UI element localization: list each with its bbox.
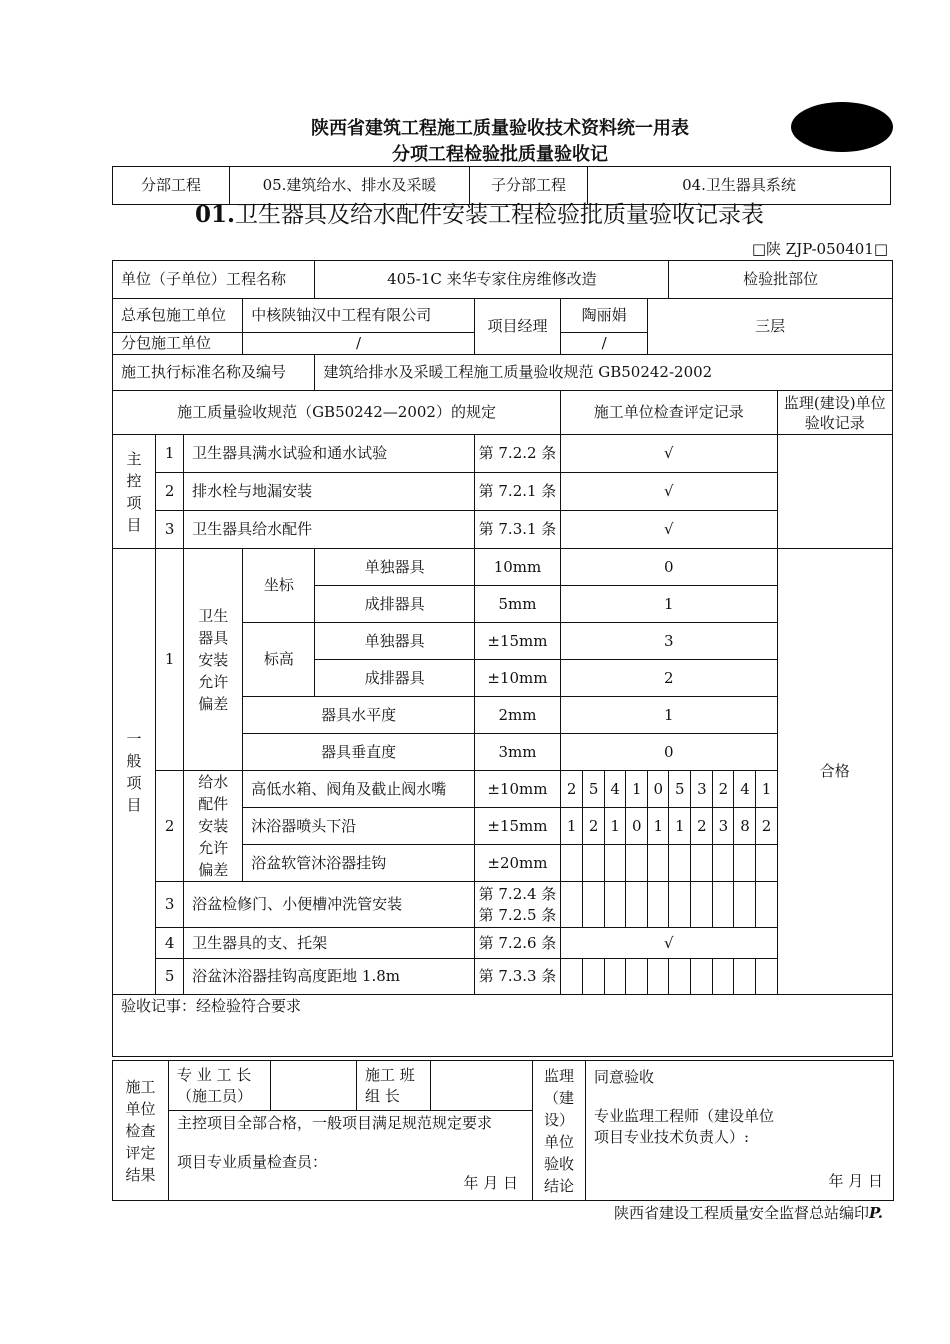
band-sub-value: 05.建筑给水、排水及采暖 [230, 167, 470, 205]
g3-cell [756, 882, 777, 928]
mc-name: 卫生器具给水配件 [184, 511, 475, 549]
supervisor-date: 年 月 日 [828, 1172, 883, 1190]
form-code: □陕 ZJP-050401□ [751, 240, 888, 258]
g2-tol: ±15mm [474, 808, 560, 845]
form-title [195, 200, 835, 230]
foreman-label-1: 专 业 工 长 [177, 1065, 252, 1084]
g3-cell [734, 882, 756, 928]
team-leader-label [357, 1061, 431, 1111]
g3-cell [713, 882, 734, 928]
unit-name-label: 单位（子单位）工程名称 [113, 261, 315, 299]
g2-val [648, 845, 669, 882]
mc-no: 3 [156, 511, 184, 549]
standard-value: 建筑给排水及采暖工程施工质量验收规范 GB50242-2002 [315, 355, 893, 391]
g1-val: 0 [561, 734, 777, 771]
g1-tol: ±15mm [474, 623, 560, 660]
g1-group [184, 549, 243, 771]
mc-no: 2 [156, 473, 184, 511]
col-supervise-header: 监理(建设)单位验收记录 [777, 391, 892, 435]
g3-cell [605, 882, 626, 928]
g2-val: 1 [669, 808, 691, 845]
black-oval-stamp [791, 102, 893, 152]
inspection-table [112, 260, 893, 1057]
g1-item: 单独器具 [315, 549, 474, 586]
g2-val: 2 [691, 808, 713, 845]
g2-val [583, 845, 605, 882]
g2-val: 4 [734, 771, 756, 808]
g2-val: 0 [626, 808, 648, 845]
mc-clause: 第 7.2.2 条 [474, 435, 560, 473]
team-leader-signature [431, 1061, 533, 1111]
g2-no: 2 [156, 771, 184, 882]
mc-name: 卫生器具满水试验和通水试验 [184, 435, 475, 473]
band-child-label: 子分部工程 [470, 167, 588, 205]
g2-val: 1 [626, 771, 648, 808]
mc-no: 1 [156, 435, 184, 473]
g5-cell [713, 959, 734, 995]
g2-val: 8 [734, 808, 756, 845]
g3-cell [626, 882, 648, 928]
g3-cell [583, 882, 605, 928]
agree-text: 同意验收 [594, 1068, 655, 1086]
result-text: 主控项目全部合格，一般项目满足规范规定要求 [177, 1114, 493, 1132]
contractor-result-text: 施工单位检查评定结果 [125, 1077, 156, 1184]
g2-item: 高低水箱、阀角及截止阀水嘴 [243, 771, 475, 808]
subcontractor-pm-value: / [561, 333, 648, 355]
unit-name-value: 405-1C 来华专家住房维修改造 [315, 261, 669, 299]
g2-val [691, 845, 713, 882]
col-check-header: 施工单位检查评定记录 [561, 391, 777, 435]
g2-item: 浴盆软管沐浴器挂钩 [243, 845, 475, 882]
g1-item: 成排器具 [315, 660, 474, 697]
g5-cell [669, 959, 691, 995]
g2-val: 2 [561, 771, 583, 808]
g1-group-text: 卫生器具安装允许偏差 [198, 606, 229, 713]
g2-val: 2 [583, 808, 605, 845]
g1-tol: 3mm [474, 734, 560, 771]
g2-val: 1 [756, 771, 777, 808]
g4-clause: 第 7.2.6 条 [474, 928, 560, 959]
g3-name: 浴盆检修门、小便槽冲洗管安装 [184, 882, 475, 928]
project-manager-value: 陶丽娟 [561, 299, 648, 333]
general-contractor-label: 总承包施工单位 [113, 299, 243, 333]
foreman-label [169, 1061, 271, 1111]
g2-group [184, 771, 243, 882]
g2-val: 0 [648, 771, 669, 808]
general-text: 一般项目 [126, 729, 142, 814]
g4-name: 卫生器具的支、托架 [184, 928, 475, 959]
g2-val [626, 845, 648, 882]
contractor-result [169, 1111, 533, 1201]
g3-no: 3 [156, 882, 184, 928]
g1-tol: ±10mm [474, 660, 560, 697]
g1-val: 1 [561, 697, 777, 734]
g3-cell [648, 882, 669, 928]
mc-result: √ [561, 435, 777, 473]
g1-tol: 10mm [474, 549, 560, 586]
g2-val: 2 [756, 808, 777, 845]
col-spec-header: 施工质量验收规范（GB50242—2002）的规定 [113, 391, 561, 435]
foreman-label-2: （施工员） [177, 1086, 253, 1105]
publisher-mark: P. [868, 1204, 883, 1222]
g1-val: 0 [561, 549, 777, 586]
g2-item: 沐浴器喷头下沿 [243, 808, 475, 845]
supervisor-conclusion [586, 1061, 894, 1201]
g2-val [669, 845, 691, 882]
elev-label: 标高 [243, 623, 315, 697]
header-line1: 陕西省建筑工程施工质量验收技术资料统一用表 [311, 118, 689, 139]
g1-tol: 5mm [474, 586, 560, 623]
g1-val: 2 [561, 660, 777, 697]
g4-no: 4 [156, 928, 184, 959]
g5-cell [561, 959, 583, 995]
g5-clause: 第 7.3.3 条 [474, 959, 560, 995]
supervisor-conclusion-text: 监理（建设）单位验收结论 [543, 1066, 574, 1195]
g2-val [561, 845, 583, 882]
g2-val: 1 [561, 808, 583, 845]
g1-item: 成排器具 [315, 586, 474, 623]
g5-cell [605, 959, 626, 995]
team-leader-label-1: 施工 班 [365, 1065, 415, 1084]
project-manager-label: 项目经理 [474, 299, 560, 355]
g5-cell [583, 959, 605, 995]
g2-group-text: 给水配件安装允许偏差 [198, 773, 229, 879]
general-label [113, 549, 156, 995]
inspector-label: 项目专业质量检查员： [177, 1153, 328, 1171]
g2-val: 5 [669, 771, 691, 808]
g3-cell [691, 882, 713, 928]
standard-label: 施工执行标准名称及编号 [113, 355, 315, 391]
subcontractor-value: / [243, 333, 475, 355]
mc-supervise-cell [777, 435, 892, 549]
g3-clause [474, 882, 560, 928]
mc-clause: 第 7.2.1 条 [474, 473, 560, 511]
g5-cell [691, 959, 713, 995]
mc-result: √ [561, 473, 777, 511]
publisher [614, 1202, 883, 1223]
g4-result: √ [561, 928, 777, 959]
g2-val: 3 [713, 808, 734, 845]
g1-item: 器具水平度 [243, 697, 475, 734]
g2-val [605, 845, 626, 882]
g1-val: 3 [561, 623, 777, 660]
g5-cell [756, 959, 777, 995]
band-sub-label: 分部工程 [113, 167, 230, 205]
team-leader-label-2: 组 长 [365, 1086, 400, 1105]
contractor-date: 年 月 日 [463, 1174, 518, 1192]
general-contractor-value: 中核陕铀汉中工程有限公司 [243, 299, 475, 333]
g1-no: 1 [156, 549, 184, 771]
supervisor-conclusion-label [533, 1061, 586, 1201]
g3-cell [669, 882, 691, 928]
main-control-text: 主控项目 [126, 449, 142, 534]
header-line2: 分项工程检验批质量验收记 [392, 144, 608, 165]
general-verdict: 合格 [777, 549, 892, 995]
g5-cell [734, 959, 756, 995]
g2-val: 2 [713, 771, 734, 808]
form-title-text: 卫生器具及给水配件安装工程检验批质量验收记录表 [235, 202, 765, 228]
mc-result: √ [561, 511, 777, 549]
g1-val: 1 [561, 586, 777, 623]
g2-val: 1 [605, 808, 626, 845]
g3-clause-1: 第 7.2.4 条 [478, 884, 557, 903]
batch-location-value: 三层 [648, 299, 893, 355]
g3-clause-2: 第 7.2.5 条 [478, 905, 557, 924]
form-title-number: 01. [195, 201, 236, 228]
g2-val: 5 [583, 771, 605, 808]
signoff-table [112, 1060, 894, 1201]
g5-no: 5 [156, 959, 184, 995]
g5-cell [648, 959, 669, 995]
g5-cell [626, 959, 648, 995]
engineer-text-1: 专业监理工程师（建设单位 [594, 1107, 775, 1125]
batch-location-label: 检验批部位 [669, 261, 893, 299]
g2-tol: ±10mm [474, 771, 560, 808]
g5-name: 浴盆沐浴器挂钩高度距地 1.8m [184, 959, 475, 995]
g2-val: 1 [648, 808, 669, 845]
coord-label: 坐标 [243, 549, 315, 623]
foreman-signature [271, 1061, 357, 1111]
g1-item: 单独器具 [315, 623, 474, 660]
g3-cell [561, 882, 583, 928]
publisher-text: 陕西省建设工程质量安全监督总站编印 [613, 1204, 869, 1222]
g2-val [713, 845, 734, 882]
main-control-label [113, 435, 156, 549]
g2-val: 3 [691, 771, 713, 808]
band-child-value: 04.卫生器具系统 [588, 167, 891, 205]
g2-val [756, 845, 777, 882]
remark: 验收记事：经检验符合要求 [113, 995, 893, 1057]
mc-name: 排水栓与地漏安装 [184, 473, 475, 511]
g2-val [734, 845, 756, 882]
mc-clause: 第 7.3.1 条 [474, 511, 560, 549]
subcontractor-label: 分包施工单位 [113, 333, 243, 355]
g1-item: 器具垂直度 [243, 734, 475, 771]
g2-val: 4 [605, 771, 626, 808]
g2-tol: ±20mm [474, 845, 560, 882]
engineer-text-2: 项目专业技术负责人）: [594, 1128, 750, 1146]
g1-tol: 2mm [474, 697, 560, 734]
contractor-result-label [113, 1061, 169, 1201]
